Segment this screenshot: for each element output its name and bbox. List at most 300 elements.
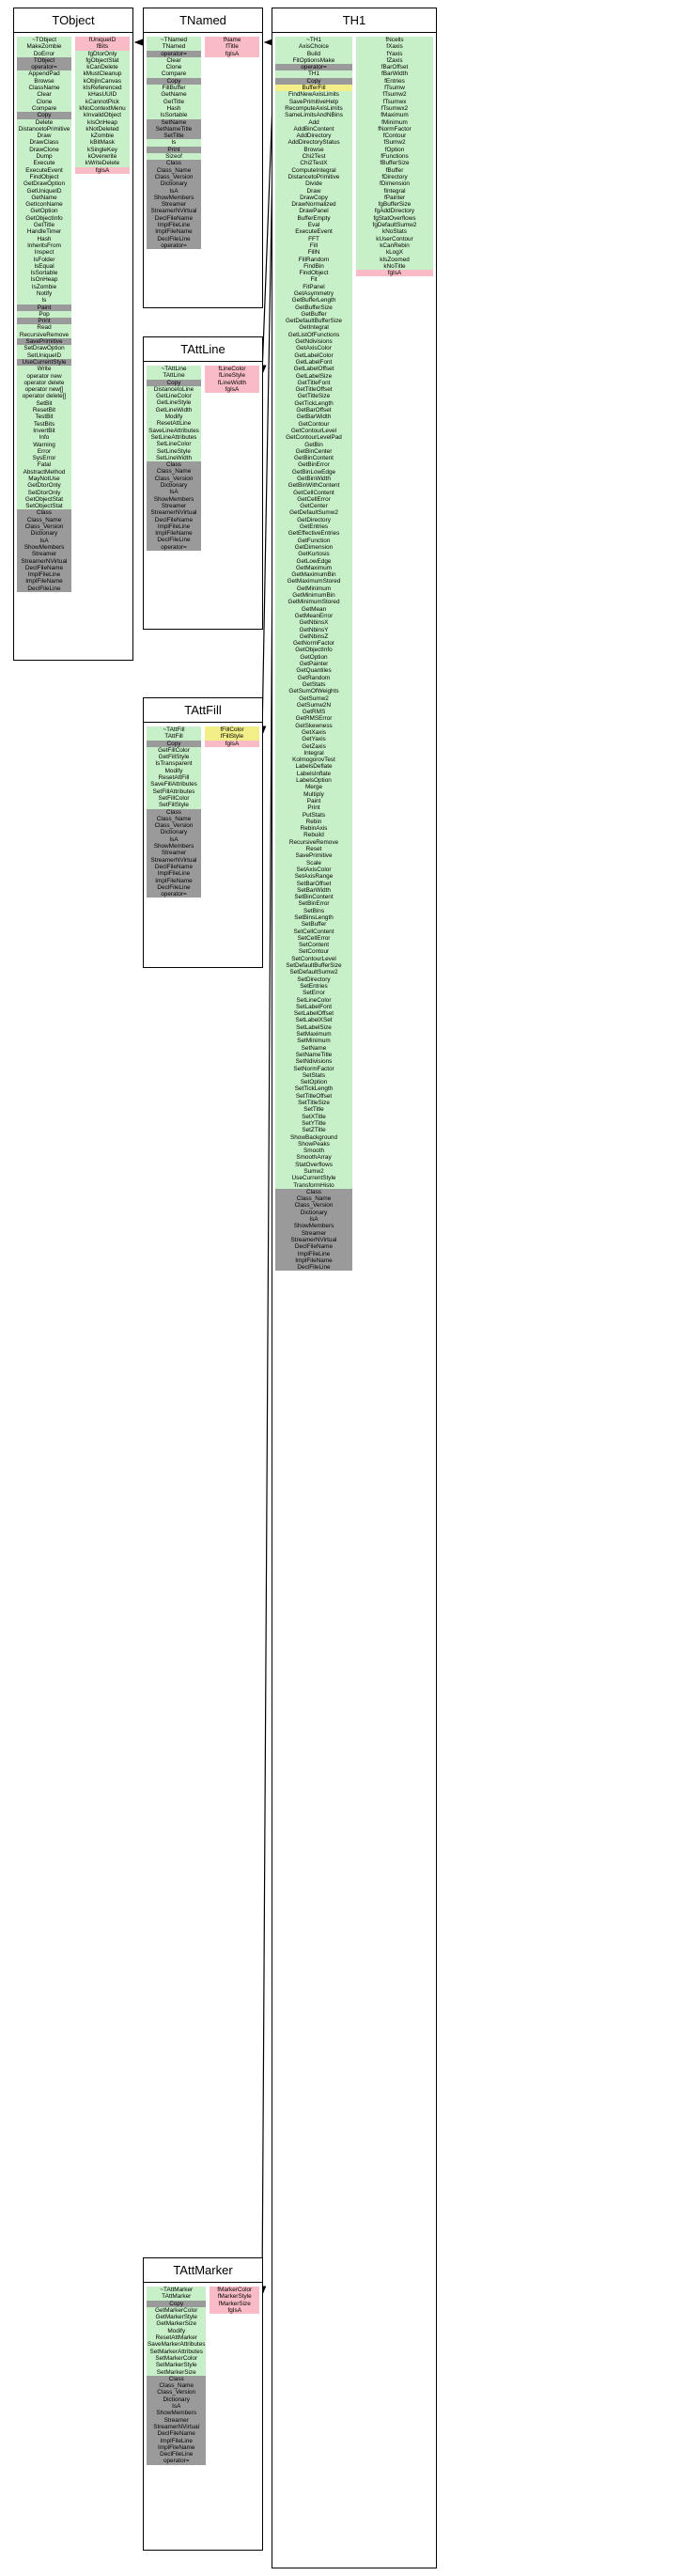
class-member[interactable]: GetKurtosis (275, 551, 352, 557)
class-member[interactable]: SetDirectory (275, 976, 352, 983)
class-member[interactable]: operator= (147, 51, 201, 57)
class-box-tattfill[interactable] (143, 697, 263, 968)
class-member[interactable]: SetLabelSize (275, 1024, 352, 1031)
class-member[interactable]: Sumw2 (275, 1168, 352, 1175)
class-member[interactable]: BufferFill (275, 85, 352, 91)
class-member[interactable]: GetMean (275, 606, 352, 613)
class-member[interactable]: kLogX (356, 249, 433, 256)
class-member[interactable]: Modify (147, 414, 201, 420)
class-member[interactable]: SetLineColor (147, 441, 201, 447)
class-member[interactable]: fgStatOverflows (356, 215, 433, 222)
class-member[interactable]: GetBinContent (275, 455, 352, 461)
class-member[interactable]: SavePrimitiveHelp (275, 99, 352, 105)
class-member[interactable]: Streamer (147, 850, 201, 856)
class-member[interactable]: DoError (17, 51, 71, 57)
class-member[interactable]: fgIsA (205, 51, 259, 57)
class-member[interactable]: fMinimum (356, 119, 433, 126)
class-member[interactable]: GetUniqueID (17, 188, 71, 195)
class-member[interactable]: GetTickLength (275, 400, 352, 407)
class-member[interactable]: ~TObject (17, 37, 71, 43)
class-member[interactable]: AppendPad (17, 70, 71, 77)
class-member[interactable]: GetLineStyle (147, 399, 201, 406)
class-member[interactable]: Class_Name (147, 816, 201, 822)
class-member[interactable]: SetBuffer (275, 921, 352, 928)
class-member[interactable]: fMarkerStyle (210, 2293, 259, 2300)
class-member[interactable]: ComputeIntegral (275, 167, 352, 174)
class-member[interactable]: GetObjectStat (17, 496, 71, 503)
class-member[interactable]: kNoContextMenu (75, 105, 130, 112)
class-member[interactable]: SetNameTitle (275, 1052, 352, 1058)
class-box-tnamed[interactable] (143, 8, 263, 308)
class-member[interactable]: GetListOfFunctions (275, 332, 352, 338)
class-member[interactable]: GetLabelFont (275, 359, 352, 366)
class-member[interactable]: DeclFileName (17, 565, 71, 571)
class-member[interactable]: GetIconName (17, 201, 71, 208)
class-member[interactable]: SetDrawOption (17, 345, 71, 351)
class-member[interactable]: Execute (17, 160, 71, 166)
class-member[interactable]: fgIsA (210, 2307, 259, 2314)
class-member[interactable]: SetLabelFont (275, 1004, 352, 1010)
class-member[interactable]: GetDtorOnly (17, 482, 71, 489)
class-member[interactable]: GetMinimum (275, 585, 352, 592)
class-member[interactable]: DistancetoLine (147, 386, 201, 393)
class-member[interactable]: GetBin (275, 442, 352, 448)
class-member[interactable]: fZaxis (356, 57, 433, 64)
class-member[interactable]: RecursiveRemove (275, 839, 352, 846)
class-member[interactable]: ~TNamed (147, 37, 201, 43)
class-member[interactable]: SetXTitle (275, 1114, 352, 1120)
class-member[interactable]: FindNewAxisLimits (275, 91, 352, 98)
class-member[interactable]: fgIsA (205, 741, 259, 747)
class-member[interactable]: fgIsA (356, 270, 433, 276)
class-member[interactable]: SetError (275, 990, 352, 996)
class-member[interactable]: operator delete (17, 380, 71, 386)
class-member[interactable]: Merge (275, 784, 352, 790)
class-member[interactable]: GetOption (275, 654, 352, 661)
class-member[interactable]: GetEntries (275, 523, 352, 530)
class-member[interactable]: Copy (147, 2301, 206, 2307)
class-member[interactable]: fBits (75, 43, 130, 50)
class-member[interactable]: Class (147, 2376, 206, 2382)
class-member[interactable]: Copy (147, 741, 201, 747)
class-member[interactable]: Rebuild (275, 832, 352, 838)
class-member[interactable]: GetTitle (147, 99, 201, 105)
class-member[interactable]: DrawClass (17, 139, 71, 146)
class-member[interactable]: IsEqual (17, 263, 71, 270)
class-member[interactable]: HandleTimer (17, 228, 71, 235)
class-member[interactable]: operator delete[] (17, 393, 71, 399)
class-member[interactable]: GetSumw2 (275, 695, 352, 702)
class-member[interactable]: DeclFileName (147, 215, 201, 222)
class-member[interactable]: GetCellError (275, 496, 352, 503)
class-member[interactable]: SetDefaultSumw2 (275, 969, 352, 976)
class-member[interactable]: SetNameTitle (147, 126, 201, 133)
class-member[interactable]: SetCellContent (275, 929, 352, 935)
class-member[interactable]: fgDtorOnly (75, 51, 130, 57)
class-member[interactable]: LabelsDeflate (275, 763, 352, 770)
class-member[interactable]: Read (17, 324, 71, 331)
class-member[interactable]: ImplFileLine (147, 2438, 206, 2444)
class-member[interactable]: DeclFileLine (147, 236, 201, 242)
class-member[interactable]: fgObjectStat (75, 57, 130, 64)
class-member[interactable]: Fill (275, 242, 352, 249)
class-member[interactable]: GetRMS (275, 709, 352, 715)
class-member[interactable]: RecursiveRemove (17, 332, 71, 338)
class-member[interactable]: GetBufferSize (275, 304, 352, 311)
class-box-th1[interactable] (272, 8, 437, 2568)
class-member[interactable]: Dictionary (147, 180, 201, 187)
class-member[interactable]: ~TH1 (275, 37, 352, 43)
class-member[interactable]: AbstractMethod (17, 469, 71, 476)
class-member[interactable]: SmoothArray (275, 1154, 352, 1161)
class-member[interactable]: GetIntegral (275, 324, 352, 331)
class-member[interactable]: TAttMarker (147, 2293, 206, 2300)
class-member[interactable]: Class_Name (275, 1195, 352, 1202)
class-member[interactable]: SetMarkerColor (147, 2355, 206, 2362)
class-member[interactable]: Draw (275, 188, 352, 195)
class-member[interactable]: kOverwrite (75, 153, 130, 160)
class-member[interactable]: Info (17, 434, 71, 441)
class-member[interactable]: SameLimitsAndNBins (275, 112, 352, 118)
class-member[interactable]: ShowBackground (275, 1134, 352, 1141)
class-member[interactable]: IsOnHeap (17, 276, 71, 283)
class-member[interactable]: DrawClone (17, 147, 71, 153)
class-member[interactable]: StreamerNVirtual (275, 1237, 352, 1243)
class-member[interactable]: ExecuteEvent (17, 167, 71, 174)
class-member[interactable]: FFT (275, 236, 352, 242)
class-member[interactable]: GetLineColor (147, 393, 201, 399)
class-member[interactable]: SavePrimitive (275, 852, 352, 859)
class-member[interactable]: Integral (275, 750, 352, 757)
class-member[interactable]: Class_Version (275, 1202, 352, 1209)
class-member[interactable]: IsA (147, 489, 201, 495)
class-member[interactable]: SetNormFactor (275, 1066, 352, 1072)
class-member[interactable]: SysError (17, 455, 71, 461)
class-member[interactable]: DeclFileName (147, 864, 201, 870)
class-member[interactable]: IsSortable (147, 112, 201, 118)
class-member[interactable]: fDimension (356, 180, 433, 187)
class-member[interactable]: FindObject (275, 270, 352, 276)
class-member[interactable]: TH1 (275, 70, 352, 77)
class-member[interactable]: ImplFileName (147, 530, 201, 537)
class-member[interactable]: GetMinimumBin (275, 592, 352, 599)
class-member[interactable]: Browse (17, 78, 71, 85)
class-member[interactable]: SetLineWidth (147, 455, 201, 461)
class-member[interactable]: fSumw2 (356, 139, 433, 146)
class-member[interactable]: GetBarOffset (275, 407, 352, 414)
class-member[interactable]: kZombie (75, 133, 130, 139)
class-member[interactable]: fNormFactor (356, 126, 433, 133)
class-member[interactable]: fFillColor (205, 726, 259, 733)
class-member[interactable]: SetBins (275, 908, 352, 914)
class-member[interactable]: GetContourLevel (275, 428, 352, 434)
class-member[interactable]: kInvalidObject (75, 112, 130, 118)
class-member[interactable]: ShowPeaks (275, 1141, 352, 1147)
class-member[interactable]: GetPainter (275, 661, 352, 667)
class-member[interactable]: ShowMembers (147, 195, 201, 201)
class-member[interactable]: Draw (17, 133, 71, 139)
class-member[interactable]: fName (205, 37, 259, 43)
class-member[interactable]: Copy (147, 78, 201, 85)
class-member[interactable]: GetNormFactor (275, 640, 352, 647)
class-member[interactable]: DeclFileName (275, 1243, 352, 1250)
class-member[interactable]: GetAsymmetry (275, 290, 352, 297)
class-member[interactable]: ResetBit (17, 407, 71, 414)
class-member[interactable]: ImplFileName (275, 1257, 352, 1264)
class-member[interactable]: fMarkerColor (210, 2287, 259, 2293)
class-member[interactable]: fgDefaultSumw2 (356, 222, 433, 228)
class-member[interactable]: SetName (147, 119, 201, 126)
class-member[interactable]: GetBinError (275, 461, 352, 468)
class-member[interactable]: Streamer (275, 1230, 352, 1237)
class-member[interactable]: Class (275, 1189, 352, 1195)
class-member[interactable]: Class_Version (147, 174, 201, 180)
class-member[interactable]: Modify (147, 768, 201, 774)
class-member[interactable]: RebinAxis (275, 825, 352, 832)
class-member[interactable]: kNoTitle (356, 263, 433, 270)
class-member[interactable]: SetLabelOffset (275, 1010, 352, 1017)
class-member[interactable]: GetSkewness (275, 723, 352, 729)
class-member[interactable]: ResetAttMarker (147, 2334, 206, 2341)
class-member[interactable]: SetUniqueID (17, 352, 71, 359)
class-member[interactable]: GetMarkerColor (147, 2307, 206, 2314)
class-member[interactable]: Paint (275, 798, 352, 804)
class-member[interactable]: fNcells (356, 37, 433, 43)
class-member[interactable]: SetContourLevel (275, 956, 352, 962)
class-member[interactable]: GetLowEdge (275, 558, 352, 565)
class-member[interactable]: fUniqueID (75, 37, 130, 43)
class-member[interactable]: GetTitleOffset (275, 386, 352, 393)
class-member[interactable]: Clone (147, 64, 201, 70)
class-member[interactable]: SaveMarkerAttributes (148, 2341, 206, 2349)
class-member[interactable]: Warning (17, 442, 71, 448)
class-member[interactable]: BufferEmpty (275, 215, 352, 222)
class-member[interactable]: GetMarkerStyle (147, 2314, 206, 2320)
class-member[interactable]: kSingleKey (75, 147, 130, 153)
class-member[interactable]: SetBinsLength (275, 914, 352, 921)
class-member[interactable]: StreamerNVirtual (17, 558, 71, 565)
class-member[interactable]: ls (147, 139, 201, 146)
class-member[interactable]: GetCenter (275, 503, 352, 509)
class-member[interactable]: FillRandom (275, 257, 352, 263)
class-member[interactable]: GetMaximumStored (275, 578, 352, 585)
class-member[interactable]: GetDirectory (275, 517, 352, 523)
class-member[interactable]: SetLabelXSet (275, 1017, 352, 1023)
class-member[interactable]: IsA (147, 2403, 206, 2410)
class-member[interactable]: Divide (275, 180, 352, 187)
class-member[interactable]: Scale (275, 860, 352, 866)
class-member[interactable]: SetZTitle (275, 1127, 352, 1133)
class-member[interactable]: DrawPanel (275, 208, 352, 214)
class-member[interactable]: DeclFileLine (147, 2451, 206, 2458)
class-member[interactable]: operator= (147, 242, 201, 249)
class-member[interactable]: Reset (275, 846, 352, 852)
class-member[interactable]: SaveLineAttributes (147, 428, 201, 434)
class-member[interactable]: GetMaximumBin (275, 571, 352, 578)
class-member[interactable]: GetMaximum (275, 565, 352, 571)
class-member[interactable]: ShowMembers (147, 496, 201, 503)
class-member[interactable]: ImplFileName (147, 228, 201, 235)
class-member[interactable]: fgBufferSize (356, 201, 433, 208)
class-member[interactable]: FindObject (17, 174, 71, 180)
class-member[interactable]: Inspect (17, 249, 71, 256)
class-member[interactable]: SetTitle (147, 133, 201, 139)
class-member[interactable]: Dump (17, 153, 71, 160)
class-member[interactable]: Error (17, 448, 71, 455)
class-member[interactable]: StreamerNVirtual (147, 2424, 206, 2430)
class-member[interactable]: TestBits (17, 421, 71, 428)
class-member[interactable]: GetBinWithContent (275, 482, 352, 489)
class-member[interactable]: ImplFileName (17, 578, 71, 585)
class-member[interactable]: GetLabelColor (275, 352, 352, 359)
class-member[interactable]: fEntries (356, 78, 433, 85)
class-member[interactable]: fLineWidth (205, 380, 259, 386)
class-member[interactable]: SetTitleSize (275, 1100, 352, 1106)
class-member[interactable]: DistancetoPrimitive (275, 174, 352, 180)
class-member[interactable]: operator new[] (17, 386, 71, 393)
class-member[interactable]: Multiply (275, 791, 352, 798)
class-member[interactable]: SetMarkerAttributes (147, 2349, 206, 2355)
class-member[interactable]: GetBufferLength (275, 297, 352, 304)
class-member[interactable]: kCannotPick (75, 99, 130, 105)
class-member[interactable]: InheritsFrom (17, 242, 71, 249)
class-member[interactable]: GetSumOfWeights (275, 688, 352, 695)
class-member[interactable]: GetBinLowEdge (275, 469, 352, 476)
class-member[interactable]: IsA (17, 538, 71, 544)
class-member[interactable]: GetYaxis (275, 736, 352, 742)
class-member[interactable]: SetCellError (275, 935, 352, 942)
class-member[interactable]: Delete (17, 119, 71, 126)
class-member[interactable]: IsTransparent (147, 760, 201, 767)
class-member[interactable]: AddDirectory (275, 133, 352, 139)
class-member[interactable]: operator= (147, 2458, 206, 2464)
class-member[interactable]: fDirectory (356, 174, 433, 180)
class-member[interactable]: Pop (17, 311, 71, 318)
class-member[interactable]: Fit (275, 276, 352, 283)
class-member[interactable]: GetCellContent (275, 490, 352, 496)
class-member[interactable]: FillN (275, 249, 352, 256)
class-member[interactable]: Streamer (147, 503, 201, 509)
class-member[interactable]: Modify (147, 2328, 206, 2334)
class-member[interactable]: ~TAttLine (147, 366, 201, 372)
class-member[interactable]: Class_Name (147, 167, 201, 174)
class-member[interactable]: GetOption (17, 208, 71, 214)
class-member[interactable]: kNotDeleted (75, 126, 130, 133)
class-member[interactable]: Browse (275, 147, 352, 153)
class-box-tobject[interactable] (13, 8, 133, 661)
class-member[interactable]: SetMarkerStyle (147, 2362, 206, 2368)
class-member[interactable]: kUserContour (356, 236, 433, 242)
class-member[interactable]: DeclFileName (147, 517, 201, 523)
class-member[interactable]: RecomputeAxisLimits (275, 105, 352, 112)
class-member[interactable]: SetContour (275, 948, 352, 955)
class-member[interactable]: kIsReferenced (75, 85, 130, 91)
class-member[interactable]: Build (275, 51, 352, 57)
class-member[interactable]: GetBarWidth (275, 414, 352, 420)
class-member[interactable]: ExecuteEvent (275, 228, 352, 235)
class-member[interactable]: kMustCleanup (75, 70, 130, 77)
class-member[interactable]: fTsumwx (356, 99, 433, 105)
class-member[interactable]: ImplFileLine (275, 1251, 352, 1257)
class-member[interactable]: Class (147, 160, 201, 166)
class-member[interactable]: fFillStyle (205, 733, 259, 740)
class-member[interactable]: GetStats (275, 681, 352, 688)
class-member[interactable]: GetNbinsY (275, 627, 352, 633)
class-member[interactable]: Print (275, 804, 352, 811)
class-member[interactable]: GetLabelSize (275, 373, 352, 380)
class-member[interactable]: SetMarkerSize (147, 2369, 206, 2376)
class-member[interactable]: IsA (275, 1216, 352, 1223)
class-member[interactable]: Clear (17, 91, 71, 98)
class-member[interactable]: fContour (356, 133, 433, 139)
class-member[interactable]: ClassName (17, 85, 71, 91)
class-member[interactable]: Class_Version (17, 523, 71, 530)
class-member[interactable]: DeclFileName (147, 2430, 206, 2437)
class-member[interactable]: GetMarkerSize (147, 2320, 206, 2327)
class-member[interactable]: Paint (17, 304, 71, 311)
class-member[interactable]: Eval (275, 222, 352, 228)
class-member[interactable]: SetLineStyle (147, 448, 201, 455)
class-member[interactable]: GetTitleSize (275, 393, 352, 399)
class-member[interactable]: SetDefaultBufferSize (275, 962, 352, 969)
class-member[interactable]: GetFunction (275, 538, 352, 544)
class-member[interactable]: SetAxisColor (275, 866, 352, 873)
class-member[interactable]: fTsumwx2 (356, 105, 433, 112)
class-member[interactable]: Class_Version (147, 2389, 206, 2396)
class-member[interactable]: Class_Version (147, 476, 201, 482)
class-member[interactable]: Class_Name (147, 468, 201, 475)
class-member[interactable]: ShowMembers (147, 2410, 206, 2416)
class-member[interactable]: AddBinContent (275, 126, 352, 133)
class-member[interactable]: Streamer (17, 551, 71, 557)
class-member[interactable]: Dictionary (17, 530, 71, 537)
class-member[interactable]: Clear (147, 57, 201, 64)
class-member[interactable]: StreamerNVirtual (147, 208, 201, 214)
class-member[interactable]: operator= (147, 544, 201, 551)
class-member[interactable]: StreamerNVirtual (147, 509, 201, 516)
class-member[interactable]: TransformHisto (275, 1182, 352, 1189)
class-member[interactable]: SetDtorOnly (17, 490, 71, 496)
class-member[interactable]: fXaxis (356, 43, 433, 50)
class-member[interactable]: IsA (147, 836, 201, 843)
class-member[interactable]: GetRandom (275, 675, 352, 681)
class-member[interactable]: operator new (17, 373, 71, 380)
class-member[interactable]: FillBuffer (147, 85, 201, 91)
class-member[interactable]: TNamed (147, 43, 201, 50)
class-member[interactable]: fBarOffset (356, 64, 433, 70)
class-member[interactable]: ImplFileLine (147, 870, 201, 877)
class-member[interactable]: DeclFileLine (17, 585, 71, 592)
class-member[interactable]: ImplFileName (147, 2444, 206, 2451)
class-member[interactable]: StatOverflows (275, 1162, 352, 1168)
class-member[interactable]: SetOption (275, 1079, 352, 1085)
class-member[interactable]: IsFolder (17, 257, 71, 263)
class-member[interactable]: GetDimension (275, 544, 352, 551)
class-member[interactable]: SetAxisRange (275, 873, 352, 880)
class-member[interactable]: FitOptionsMake (275, 57, 352, 64)
class-member[interactable]: ~TAttFill (147, 726, 201, 733)
class-member[interactable]: SetMaximum (275, 1031, 352, 1038)
class-member[interactable]: fPainter (356, 195, 433, 201)
class-member[interactable]: IsA (147, 188, 201, 195)
class-member[interactable]: GetDefaultBufferSize (275, 318, 352, 324)
class-member[interactable]: SaveFillAttributes (147, 781, 201, 788)
class-member[interactable]: GetEffectiveEntries (275, 530, 352, 537)
class-member[interactable]: GetObjectInfo (275, 647, 352, 653)
class-member[interactable]: SetBit (17, 400, 71, 407)
class-member[interactable]: GetObjectInfo (17, 215, 71, 222)
class-member[interactable]: SetTitle (275, 1106, 352, 1113)
